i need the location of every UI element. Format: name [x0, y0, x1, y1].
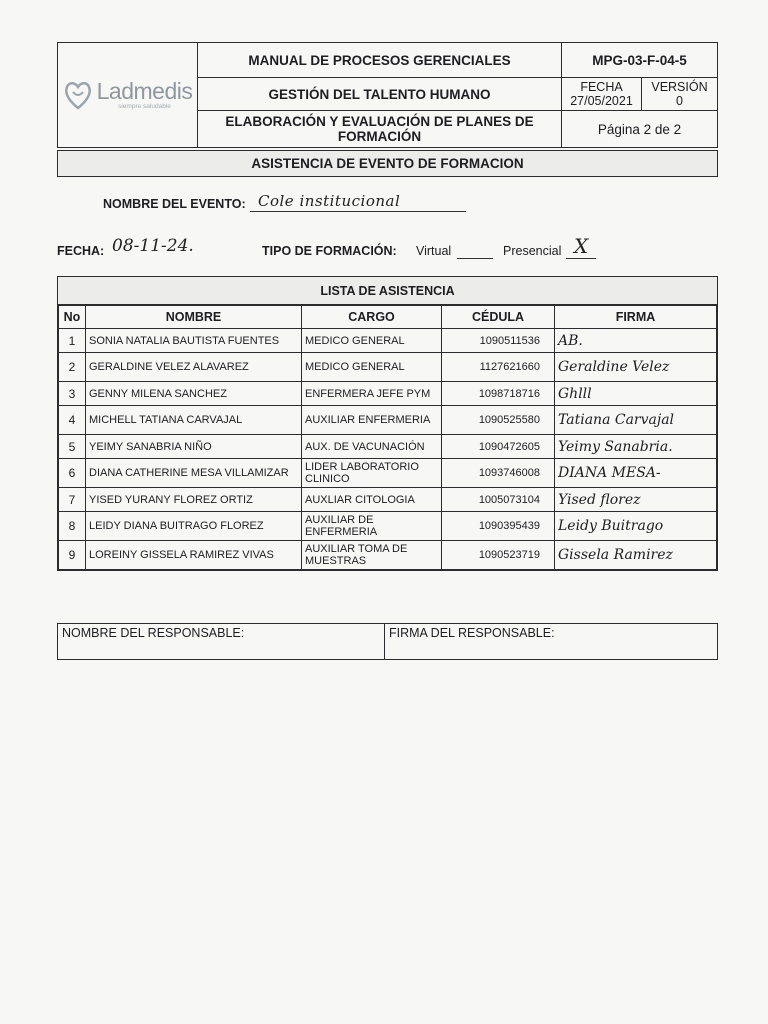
row-number: 4 [59, 406, 86, 435]
row-signature: Gissela Ramirez [555, 541, 717, 570]
presencial-label: Presencial [503, 244, 562, 258]
row-signature: DIANA MESA- [555, 459, 717, 488]
row-id-number: 1005073104 [442, 488, 555, 512]
virtual-label: Virtual [416, 244, 452, 258]
version-cell [642, 78, 717, 111]
row-position: MEDICO GENERAL [302, 329, 442, 353]
row-position: AUXILIAR ENFERMERIA [302, 406, 442, 435]
row-number: 1 [59, 329, 86, 353]
row-id-number: 1090523719 [442, 541, 555, 570]
attendance-rows [59, 329, 717, 570]
version-label: VERSIÓN [651, 80, 708, 94]
row-position: AUXILIAR DE ENFERMERIA [302, 512, 442, 541]
row-number: 5 [59, 435, 86, 459]
event-name-line [250, 211, 466, 212]
row-name: SONIA NATALIA BAUTISTA FUENTES [86, 329, 302, 353]
row-name: GERALDINE VELEZ ALAVAREZ [86, 353, 302, 382]
document-code: MPG-03-F-04-5 [562, 43, 717, 78]
logo-text: Ladmedis [96, 78, 193, 104]
date-label: FECHA: [57, 244, 105, 258]
row-signature: Tatiana Carvajal [555, 406, 717, 435]
row-name: YISED YURANY FLOREZ ORTIZ [86, 488, 302, 512]
row-id-number: 1090395439 [442, 512, 555, 541]
col-cedula: CÉDULA [442, 306, 555, 329]
fecha-label: FECHA [580, 80, 623, 94]
row-position: AUXILIAR TOMA DE MUESTRAS [302, 541, 442, 570]
row-name: LEIDY DIANA BUITRAGO FLOREZ [86, 512, 302, 541]
table-row [59, 406, 717, 435]
row-name: YEIMY SANABRIA NIÑO [86, 435, 302, 459]
row-id-number: 1093746008 [442, 459, 555, 488]
row-number: 2 [59, 353, 86, 382]
table-row [59, 329, 717, 353]
header-block [57, 42, 718, 148]
logo-tagline: siempre saludable [118, 103, 171, 110]
training-type-label: TIPO DE FORMACIÓN: [262, 244, 397, 258]
row-number: 9 [59, 541, 86, 570]
col-cargo: CARGO [302, 306, 442, 329]
row-id-number: 1098718716 [442, 382, 555, 406]
presencial-line [566, 258, 596, 259]
row-name: MICHELL TATIANA CARVAJAL [86, 406, 302, 435]
row-position: MEDICO GENERAL [302, 353, 442, 382]
row-id-number: 1090472605 [442, 435, 555, 459]
responsable-signature-label: FIRMA DEL RESPONSABLE: [389, 626, 555, 640]
row-name: GENNY MILENA SANCHEZ [86, 382, 302, 406]
manual-title: MANUAL DE PROCESOS GERENCIALES [198, 43, 562, 78]
row-position: LIDER LABORATORIO CLINICO [302, 459, 442, 488]
event-name-value: Cole institucional [258, 192, 401, 210]
col-firma: FIRMA [555, 306, 717, 329]
event-name-label: NOMBRE DEL EVENTO: [103, 197, 246, 211]
fecha-value: 27/05/2021 [570, 94, 633, 108]
row-signature: Ghlll [555, 382, 717, 406]
col-nombre: NOMBRE [86, 306, 302, 329]
row-name: LOREINY GISSELA RAMIREZ VIVAS [86, 541, 302, 570]
table-row [59, 435, 717, 459]
row-position: AUX. DE VACUNACIÓN [302, 435, 442, 459]
heart-logo-icon [63, 78, 93, 112]
row-id-number: 1090511536 [442, 329, 555, 353]
table-row [59, 459, 717, 488]
section-title: ASISTENCIA DE EVENTO DE FORMACION [57, 150, 718, 177]
date-value: 08-11-24. [112, 236, 194, 256]
col-no: No [59, 306, 86, 329]
row-position: AUXLIAR CITOLOGIA [302, 488, 442, 512]
process-title: ELABORACIÓN Y EVALUACIÓN DE PLANES DE FORMACIÓN [198, 111, 562, 147]
attendance-grid [58, 305, 717, 570]
row-name: DIANA CATHERINE MESA VILLAMIZAR [86, 459, 302, 488]
table-header-row [59, 306, 717, 329]
table-row [59, 488, 717, 512]
row-signature: Geraldine Velez [555, 353, 717, 382]
attendance-title: LISTA DE ASISTENCIA [58, 277, 717, 305]
row-signature: AB. [555, 329, 717, 353]
area-title: GESTIÓN DEL TALENTO HUMANO [198, 78, 562, 111]
responsable-signature-cell [385, 624, 717, 659]
row-id-number: 1127621660 [442, 353, 555, 382]
attendance-table [57, 276, 718, 571]
responsable-name-cell [58, 624, 385, 659]
row-signature: Yeimy Sanabria. [555, 435, 717, 459]
row-position: ENFERMERA JEFE PYM [302, 382, 442, 406]
responsable-block [57, 623, 718, 660]
table-row [59, 353, 717, 382]
row-id-number: 1090525580 [442, 406, 555, 435]
row-number: 3 [59, 382, 86, 406]
table-row [59, 382, 717, 406]
version-value: 0 [676, 94, 683, 108]
page-number: Página 2 de 2 [597, 121, 682, 137]
table-row [59, 541, 717, 570]
row-number: 7 [59, 488, 86, 512]
row-signature: Yised florez [555, 488, 717, 512]
logo-cell [58, 43, 198, 147]
fecha-cell [562, 78, 642, 111]
presencial-mark: X [574, 234, 589, 258]
responsable-name-label: NOMBRE DEL RESPONSABLE: [62, 626, 245, 640]
virtual-line [457, 258, 493, 259]
row-number: 8 [59, 512, 86, 541]
company-logo [63, 78, 193, 112]
row-number: 6 [59, 459, 86, 488]
table-row [59, 512, 717, 541]
row-signature: Leidy Buitrago [555, 512, 717, 541]
